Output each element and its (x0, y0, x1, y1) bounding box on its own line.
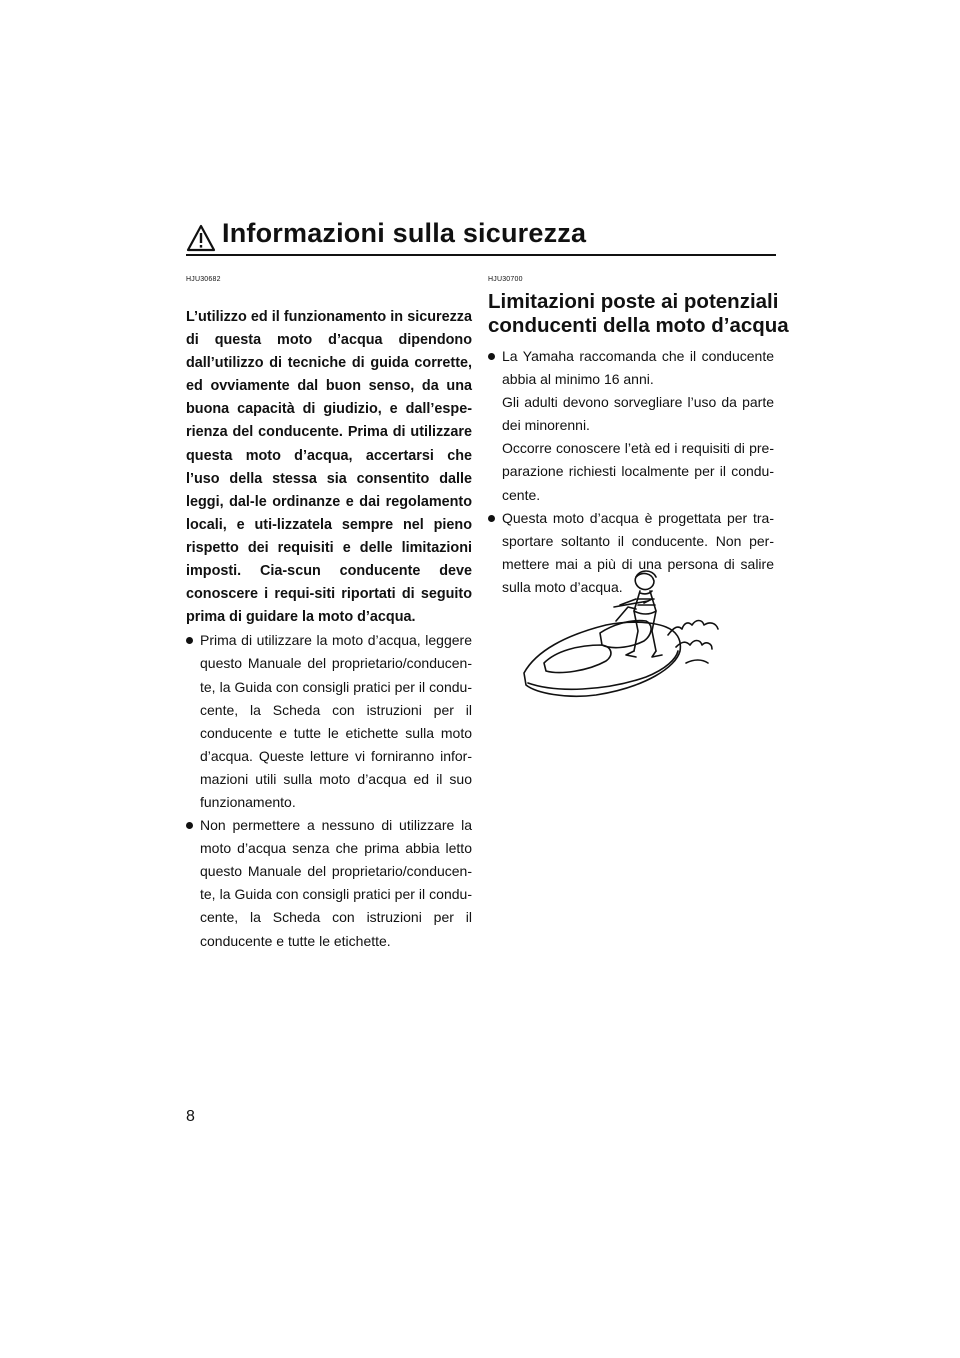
list-item-text: La Yamaha raccomanda che il conducente abbia al minimo 16 anni. (502, 348, 774, 388)
warning-triangle-icon (186, 224, 216, 252)
header-rule (186, 254, 776, 256)
jet-ski-rider-illustration (516, 555, 738, 705)
list-item-text: Non permettere a nessuno di utilizzare la moto d’acqua senza che prima abbia letto questo Manuale del proprietario/conducen-te, la Guida con consigli pratici per il condu-cente, la Scheda con istruzioni per il conducente e tutte le etichette. (200, 817, 472, 949)
section-code: HJU30682 (186, 276, 221, 283)
list-item (186, 629, 472, 814)
bullet-icon (488, 353, 495, 360)
section-title-line: conducenti della moto d’acqua (488, 314, 789, 337)
section-title-line: Limitazioni poste ai potenziali (488, 290, 779, 313)
section-code: HJU30700 (488, 276, 523, 283)
list-item-text: Prima di utilizzare la moto d’acqua, leggere questo Manuale del proprietario/conducen-te, la Guida con consigli pratici per il condu-cente, la Scheda con istruzioni per il conducente e tutte le etichette sulla moto d’acqua. Queste letture vi forniranno infor-mazioni utili sulla moto d’acqua ed il suo funzionamento. (200, 632, 472, 810)
list-item-text: Occorre conoscere l’età ed i requisiti di pre-parazione richiesti localmente per il condu-cente. (502, 440, 774, 503)
bullet-icon (488, 515, 495, 522)
right-column (488, 276, 789, 599)
left-bullet-list (186, 629, 472, 952)
list-item (186, 814, 472, 953)
list-item (488, 345, 774, 507)
list-item-text: Gli adulti devono sorvegliare l’uso da parte dei minorenni. (502, 394, 774, 434)
list-item-text: Questa moto d’acqua è progettata per tra-sportare soltanto il conducente. Non per-mettere mai a più di una persona di salire sulla moto d’acqua. (502, 509, 774, 595)
bullet-icon (186, 822, 193, 829)
page-title: Informazioni sulla sicurezza (222, 218, 587, 248)
section-title (488, 290, 789, 338)
left-column (186, 276, 472, 953)
page-number: 8 (186, 1108, 195, 1125)
bullet-icon (186, 637, 193, 644)
page-header (186, 218, 776, 256)
intro-paragraph: L’utilizzo ed il funzionamento in sicurezza di questa moto d’acqua dipendono dall’utilizzo di tecniche di guida corrette, ed ovviamente dal buon senso, da una buona capacità di giudizio, e dall’espe-rienza del conducente. Prima di utilizzare questa moto d’acqua, accertarsi che l’uso della stessa sia consentito dalle leggi, dal-le ordinanze e dai regolamento locali, e uti-lizzatela sempre nel pieno rispetto dei requisiti e delle limitazioni imposti. Cia-scun conducente deve conoscere i requi-siti riportati di seguito prima di guidare la moto d’acqua. (186, 309, 472, 626)
